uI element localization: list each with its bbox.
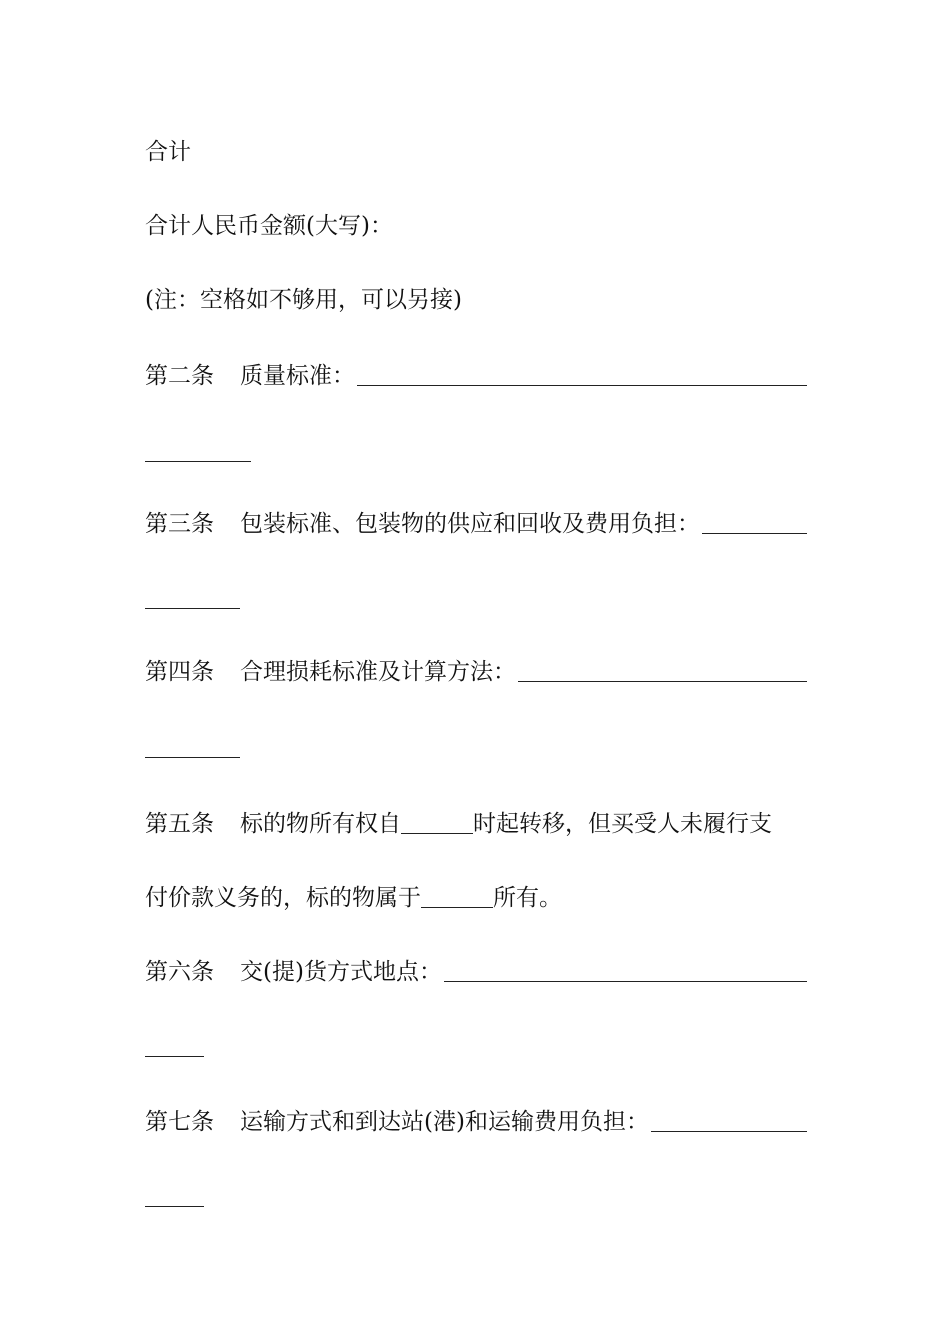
article-7-blank-continuation: [145, 1206, 204, 1207]
article-7-number: 第七条: [145, 1109, 214, 1135]
article-5-text-d: 所有。: [493, 885, 562, 911]
article-2-text: 质量标准：: [240, 363, 355, 389]
article-5-blank-1: [401, 809, 473, 834]
article-6-blank: [444, 957, 807, 982]
article-7: [145, 1106, 807, 1138]
article-7-blank: [651, 1107, 807, 1132]
article-3-text: 包装标准、包装物的供应和回收及费用负担：: [240, 511, 700, 537]
note-line: [145, 284, 807, 316]
article-5: [145, 808, 807, 840]
article-5-text-b: 时起转移，但买受人未履行支: [473, 811, 772, 837]
article-5-text-c: 付价款义务的，标的物属于: [145, 885, 421, 911]
article-3-blank: [702, 509, 807, 534]
total-rmb-line: [145, 210, 807, 242]
article-6-blank-continuation: [145, 1056, 204, 1057]
article-2-number: 第二条: [145, 363, 214, 389]
article-5-text-a: 标的物所有权自: [240, 811, 401, 837]
article-4: [145, 656, 807, 688]
article-2-blank-continuation: [145, 461, 251, 462]
article-4-blank-continuation: [145, 757, 240, 758]
article-6-number: 第六条: [145, 959, 214, 985]
article-4-number: 第四条: [145, 659, 214, 685]
article-2-blank: [357, 361, 807, 386]
article-5-continued: [145, 882, 807, 914]
article-5-number: 第五条: [145, 811, 214, 837]
article-6: [145, 956, 807, 988]
article-5-blank-2: [421, 883, 493, 908]
article-3-number: 第三条: [145, 511, 214, 537]
article-3-blank-continuation: [145, 608, 240, 609]
article-3: [145, 508, 807, 540]
note-text: (注：空格如不够用，可以另接): [145, 287, 462, 313]
article-2: [145, 360, 807, 392]
article-4-blank: [518, 657, 807, 682]
article-6-text: 交(提)货方式地点：: [240, 959, 442, 985]
total-heading: [145, 136, 807, 168]
article-7-text: 运输方式和到达站(港)和运输费用负担：: [240, 1109, 649, 1135]
article-4-text: 合理损耗标准及计算方法：: [240, 659, 516, 685]
total-heading-text: 合计: [145, 139, 191, 165]
total-rmb-label: 合计人民币金额(大写)：: [145, 213, 393, 239]
